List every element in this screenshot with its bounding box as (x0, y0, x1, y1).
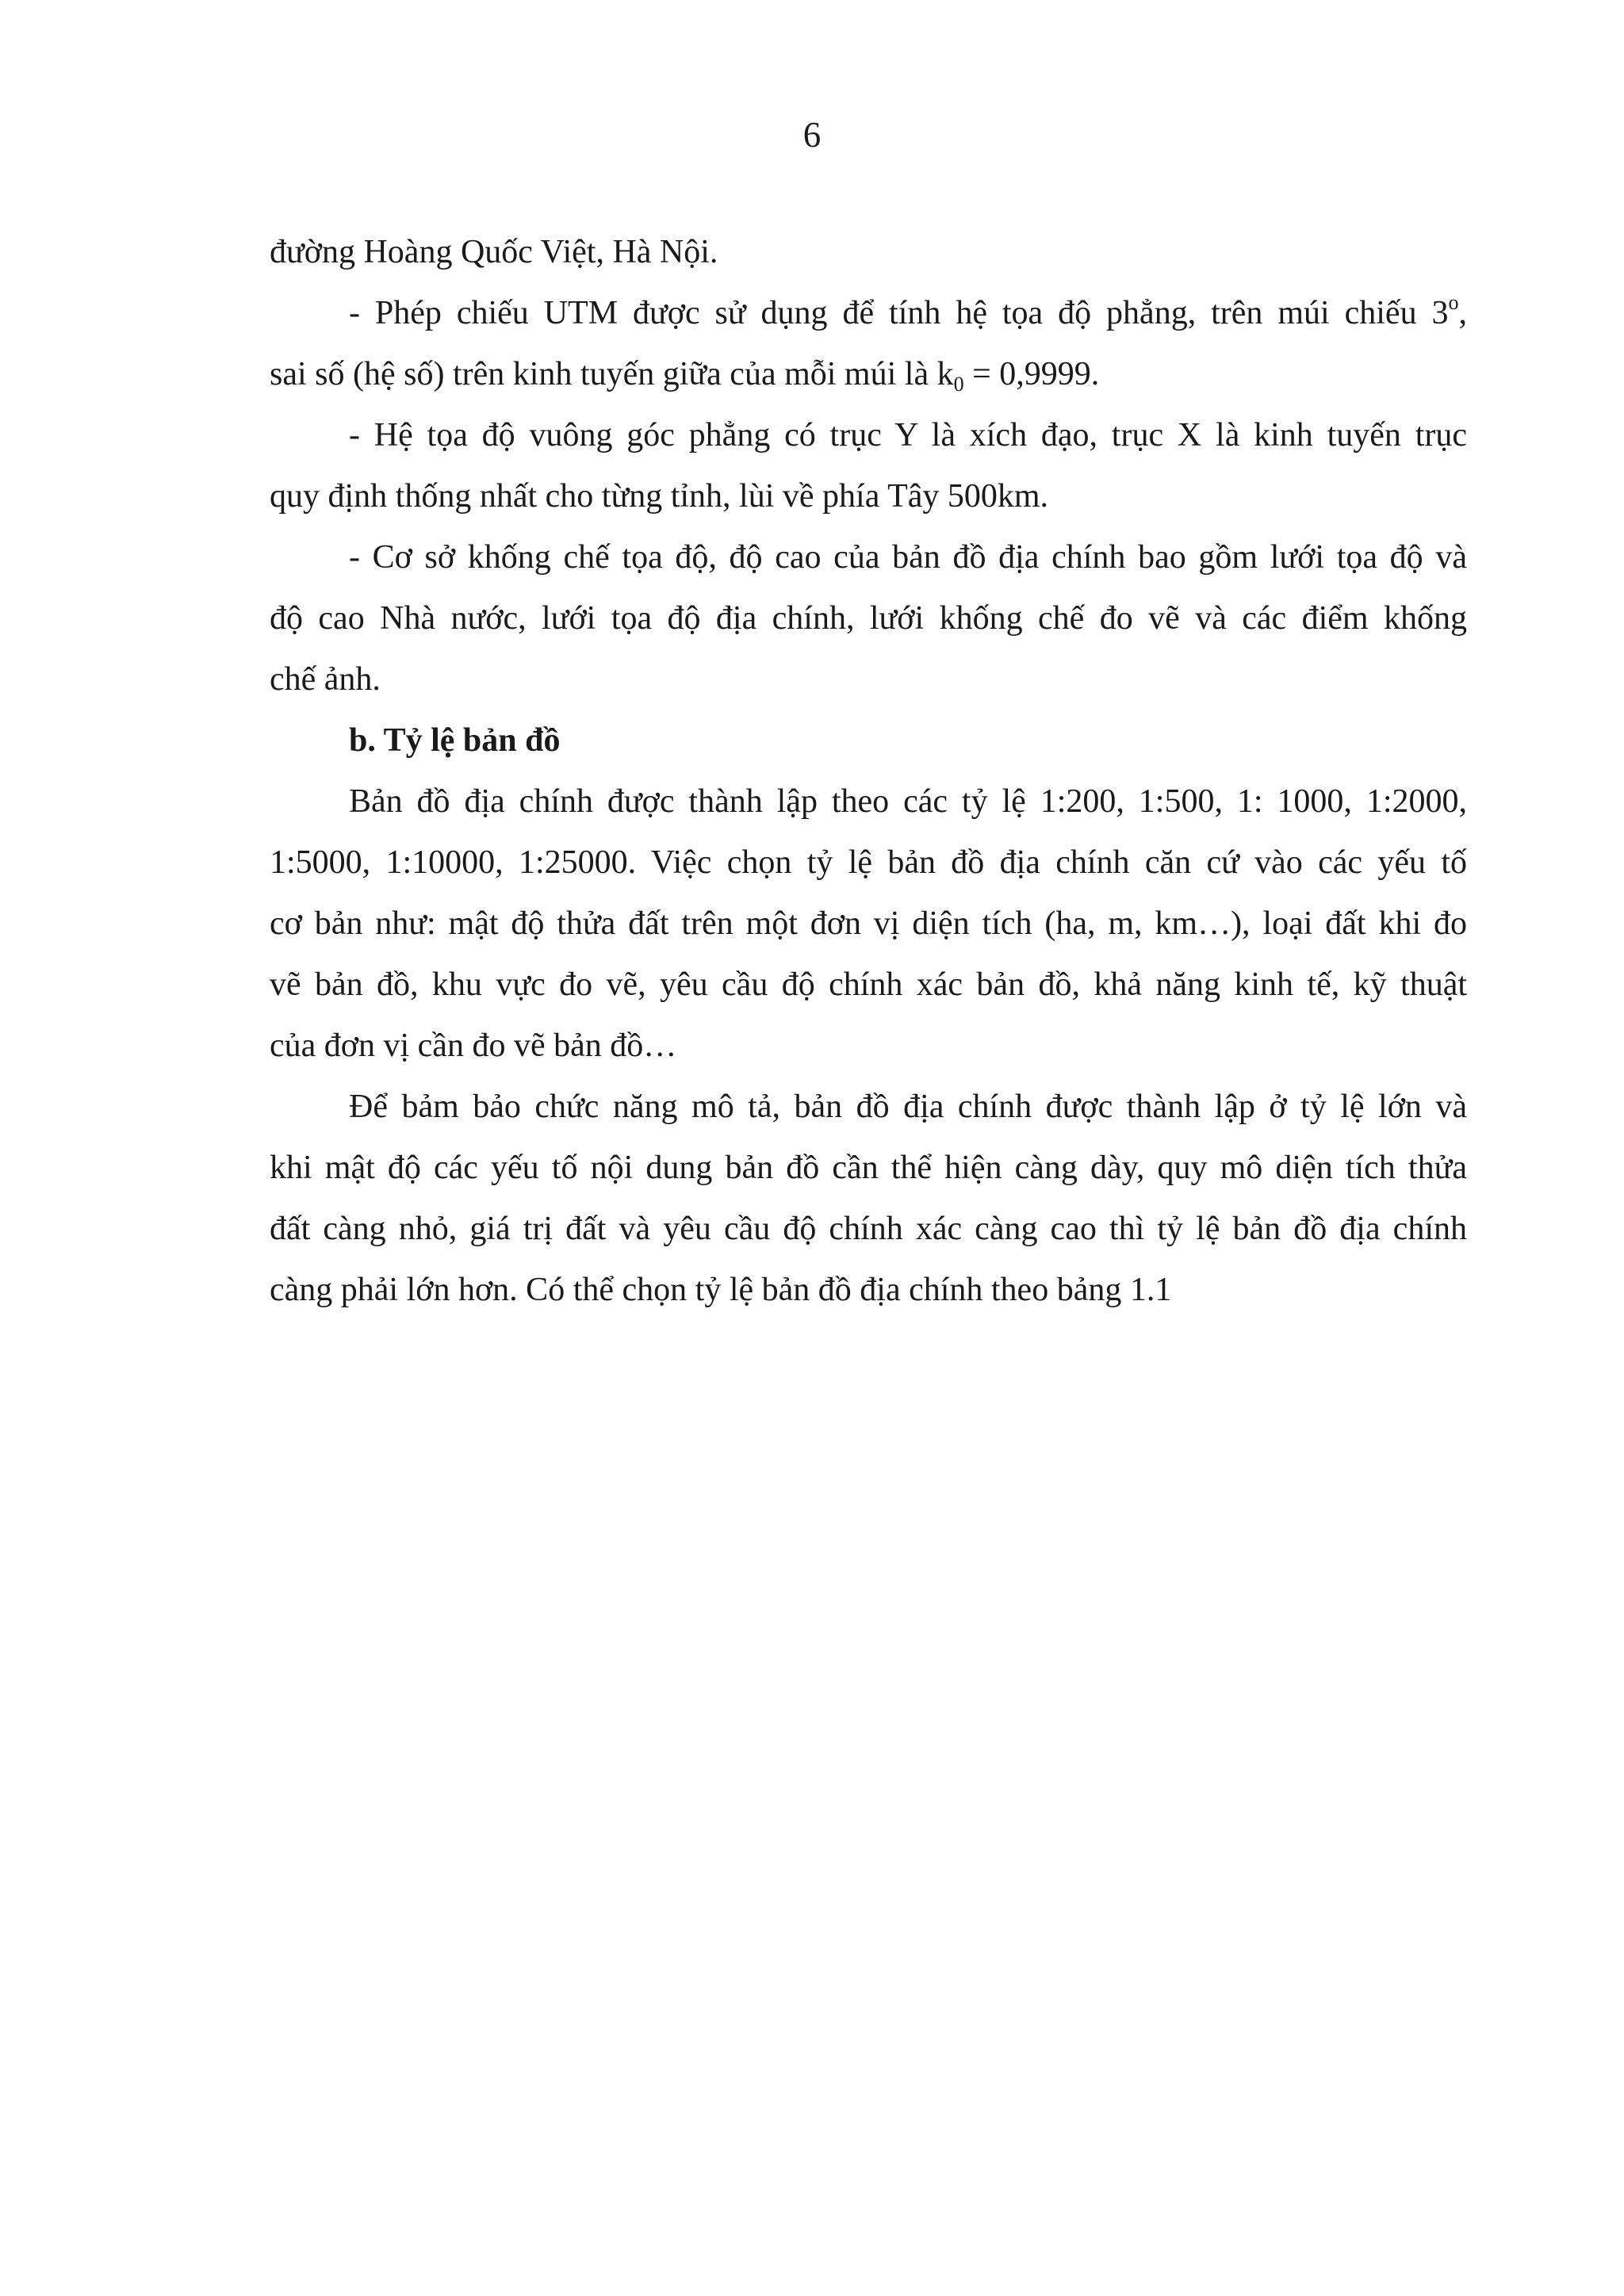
text-line: càng phải lớn hơn. Có thể chọn tỷ lệ bản đồ địa chính theo bảng 1.1 (270, 1272, 1172, 1308)
text-line: vẽ bản đồ, khu vực đo vẽ, yêu cầu độ chính xác bản đồ, khả năng kinh tế, kỹ thuật (270, 966, 1467, 1003)
text-line: - Hệ tọa độ vuông góc phẳng có trục Y là xích đạo, trục X là kinh tuyến trục (349, 417, 1467, 453)
document-body (270, 222, 1467, 1321)
degree-superscript: o (1448, 291, 1459, 314)
text-line: đường Hoàng Quốc Việt, Hà Nội. (270, 234, 718, 270)
text-line: đất càng nhỏ, giá trị đất và yêu cầu độ chính xác càng cao thì tỷ lệ bản đồ địa chính (270, 1211, 1467, 1247)
text-line: - Cơ sở khống chế tọa độ, độ cao của bản đồ địa chính bao gồm lưới tọa độ và (349, 539, 1467, 576)
text-line: Bản đồ địa chính được thành lập theo các tỷ lệ 1:200, 1:500, 1: 1000, 1:2000, (349, 783, 1467, 820)
text-line (270, 344, 1467, 405)
text-span: , (1458, 295, 1467, 331)
text-line (270, 283, 1467, 344)
section-heading: b. Tỷ lệ bản đồ (349, 722, 561, 759)
text-span: = 0,9999. (963, 356, 1100, 392)
text-line: khi mật độ các yếu tố nội dung bản đồ cần thể hiện càng dày, quy mô diện tích thửa (270, 1150, 1467, 1186)
subscript: 0 (953, 373, 964, 396)
text-line: quy định thống nhất cho từng tỉnh, lùi về phía Tây 500km. (270, 478, 1049, 515)
text-line: 1:5000, 1:10000, 1:25000. Việc chọn tỷ lệ bản đồ địa chính căn cứ vào các yếu tố (270, 844, 1467, 881)
text-line: của đơn vị cần đo vẽ bản đồ… (270, 1027, 677, 1064)
text-span: - Phép chiếu UTM được sử dụng để tính hệ tọa độ phẳng, trên múi chiếu 3 (349, 295, 1449, 331)
text-span: sai số (hệ số) trên kinh tuyến giữa của mỗi múi là k (270, 356, 954, 392)
page-number: 6 (802, 115, 822, 155)
text-line: chế ảnh. (270, 661, 381, 698)
text-line: độ cao Nhà nước, lưới tọa độ địa chính, lưới khống chế đo vẽ và các điểm khống (270, 600, 1467, 637)
text-line: cơ bản như: mật độ thửa đất trên một đơn vị diện tích (ha, m, km…), loại đất khi đo (270, 905, 1467, 942)
text-line: Để bảm bảo chức năng mô tả, bản đồ địa chính được thành lập ở tỷ lệ lớn và (349, 1089, 1467, 1125)
